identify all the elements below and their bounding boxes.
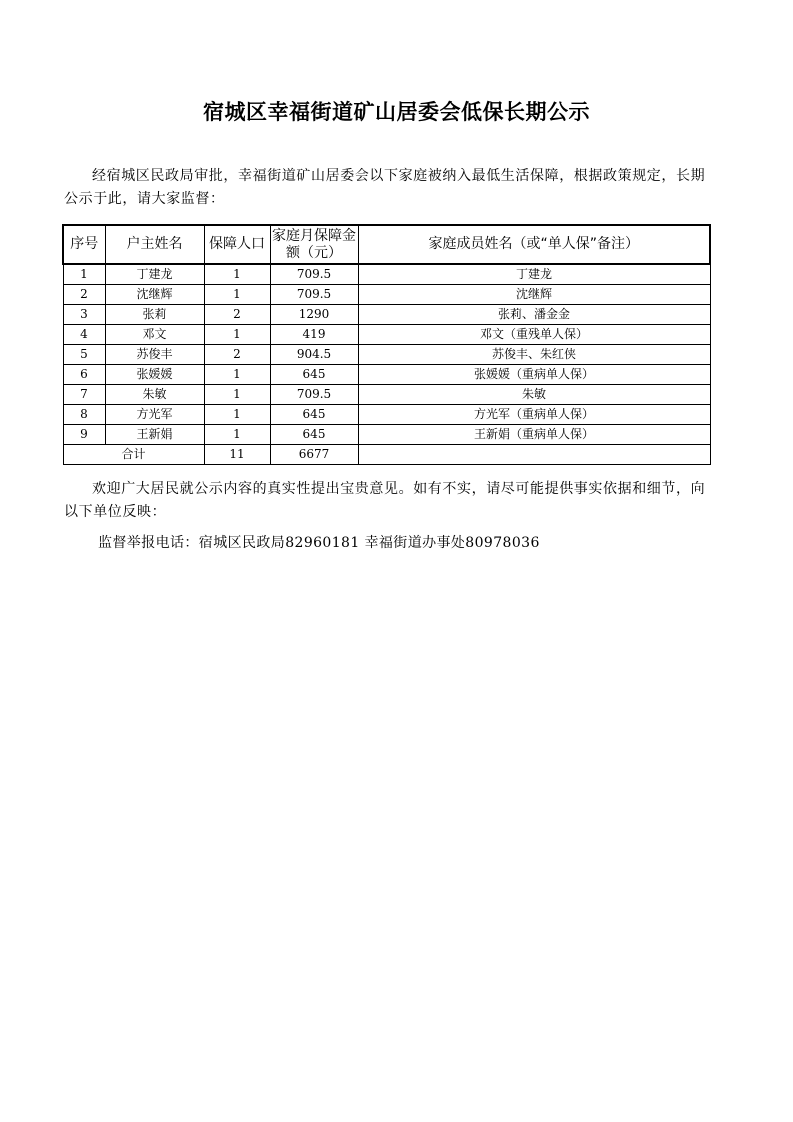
table-row: [63, 385, 710, 405]
header-no: 序号: [63, 225, 105, 264]
cell-amount: 904.5: [270, 345, 358, 365]
cell-name: 沈继辉: [105, 285, 204, 305]
cell-amount: 645: [270, 365, 358, 385]
cell-amount: 645: [270, 405, 358, 425]
header-population: 保障人口: [204, 225, 270, 264]
header-household-head: 户主姓名: [105, 225, 204, 264]
cell-members: 张媛媛（重病单人保）: [358, 365, 710, 385]
cell-population: 1: [204, 325, 270, 345]
table-row: [63, 425, 710, 445]
cell-no: 6: [63, 365, 105, 385]
cell-no: 5: [63, 345, 105, 365]
intro-paragraph: 经宿城区民政局审批，幸福街道矿山居委会以下家庭被纳入最低生活保障，根据政策规定，长期公示于此，请大家监督：: [64, 168, 706, 207]
table-row: [63, 305, 710, 325]
header-monthly-amount: 家庭月保障金额（元）: [270, 225, 358, 264]
subsistence-roster-table: [62, 224, 711, 465]
cell-no: 3: [63, 305, 105, 325]
cell-name: 丁建龙: [105, 264, 204, 285]
cell-amount: 1290: [270, 305, 358, 325]
cell-name: 张莉: [105, 305, 204, 325]
total-population: 11: [204, 445, 270, 465]
cell-no: 2: [63, 285, 105, 305]
cell-no: 8: [63, 405, 105, 425]
total-label: 合计: [63, 445, 204, 465]
table-row: [63, 365, 710, 385]
cell-no: 9: [63, 425, 105, 445]
cell-members: 朱敏: [358, 385, 710, 405]
cell-amount: 709.5: [270, 385, 358, 405]
table-body: [63, 264, 710, 465]
cell-population: 1: [204, 425, 270, 445]
table-row: [63, 405, 710, 425]
cell-amount: 419: [270, 325, 358, 345]
cell-name: 苏俊丰: [105, 345, 204, 365]
cell-no: 7: [63, 385, 105, 405]
cell-members: 沈继辉: [358, 285, 710, 305]
cell-name: 朱敏: [105, 385, 204, 405]
cell-population: 1: [204, 405, 270, 425]
cell-name: 方光军: [105, 405, 204, 425]
cell-amount: 709.5: [270, 264, 358, 285]
table-row: [63, 345, 710, 365]
cell-no: 4: [63, 325, 105, 345]
cell-members: 张莉、潘金金: [358, 305, 710, 325]
table-row: [63, 325, 710, 345]
header-members: 家庭成员姓名（或“单人保”备注）: [358, 225, 710, 264]
cell-members: 苏俊丰、朱红侠: [358, 345, 710, 365]
total-members: [358, 445, 710, 465]
total-amount: 6677: [270, 445, 358, 465]
table-row: [63, 285, 710, 305]
cell-population: 1: [204, 285, 270, 305]
cell-population: 1: [204, 365, 270, 385]
supervision-hotline: 监督举报电话：宿城区民政局82960181 幸福街道办事处80978036: [98, 535, 540, 551]
cell-population: 1: [204, 385, 270, 405]
cell-members: 邓文（重残单人保）: [358, 325, 710, 345]
cell-members: 丁建龙: [358, 264, 710, 285]
cell-members: 王新娟（重病单人保）: [358, 425, 710, 445]
cell-amount: 645: [270, 425, 358, 445]
page-title: 宿城区幸福街道矿山居委会低保长期公示: [203, 100, 590, 124]
table-row: [63, 264, 710, 285]
feedback-paragraph: 欢迎广大居民就公示内容的真实性提出宝贵意见。如有不实，请尽可能提供事实依据和细节，向以下单位反映：: [64, 481, 706, 520]
cell-name: 邓文: [105, 325, 204, 345]
cell-population: 2: [204, 345, 270, 365]
table-header: [63, 225, 710, 264]
cell-members: 方光军（重病单人保）: [358, 405, 710, 425]
total-row: [63, 445, 710, 465]
cell-name: 张媛媛: [105, 365, 204, 385]
cell-name: 王新娟: [105, 425, 204, 445]
cell-no: 1: [63, 264, 105, 285]
cell-amount: 709.5: [270, 285, 358, 305]
cell-population: 1: [204, 264, 270, 285]
cell-population: 2: [204, 305, 270, 325]
